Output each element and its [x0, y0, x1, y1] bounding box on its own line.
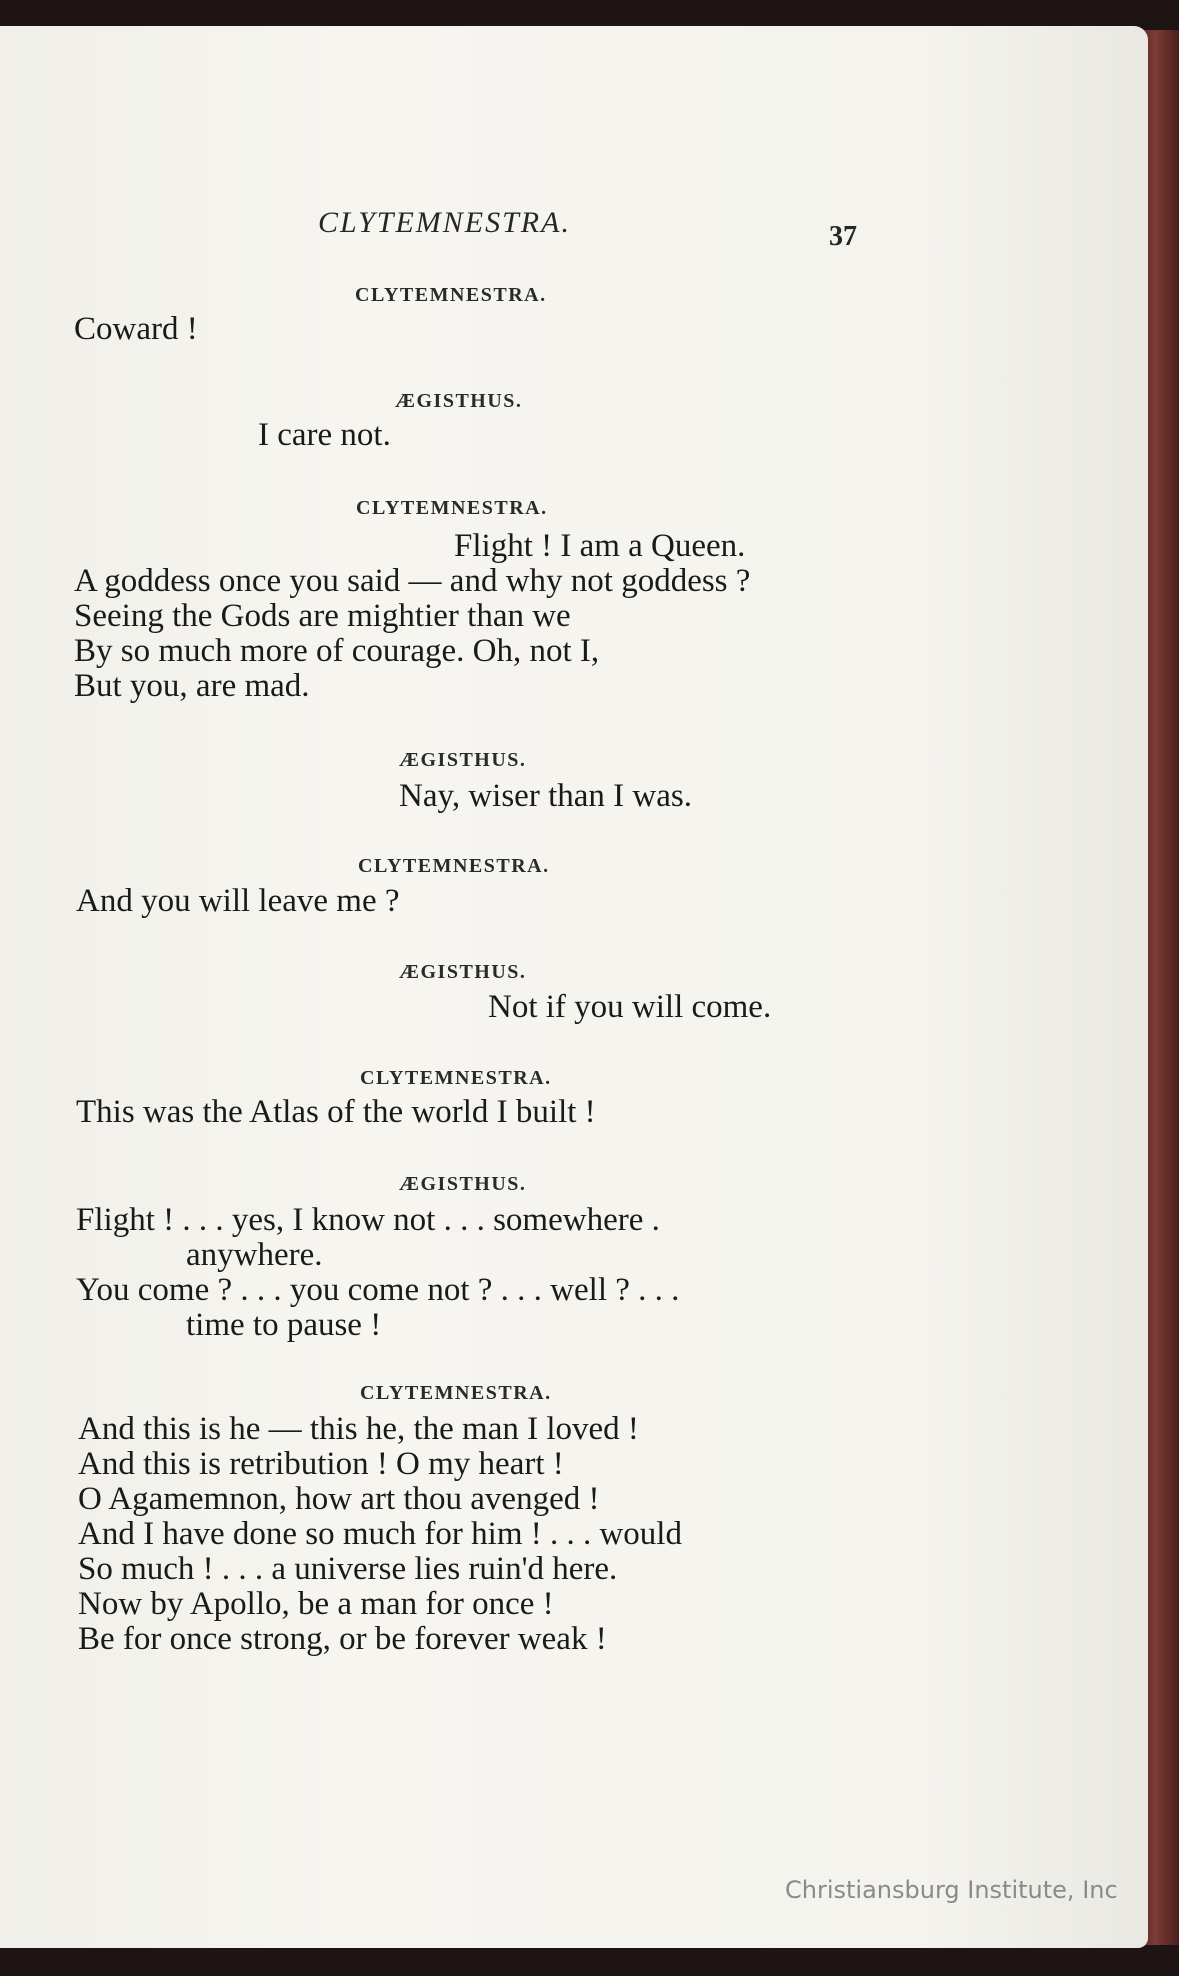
- speaker-heading: CLYTEMNESTRA.: [355, 284, 547, 306]
- verse-line: And I have done so much for him ! . . . would: [78, 1516, 682, 1552]
- speaker-heading: CLYTEMNESTRA.: [356, 497, 548, 519]
- watermark: Christiansburg Institute, Inc: [785, 1876, 1118, 1904]
- verse-line: Flight ! . . . yes, I know not . . . somewhere .: [76, 1202, 660, 1238]
- verse-line: I care not.: [258, 417, 391, 453]
- verse-line: Not if you will come.: [488, 989, 772, 1025]
- verse-line: Coward !: [74, 311, 198, 347]
- speaker-heading: CLYTEMNESTRA.: [360, 1382, 552, 1404]
- verse-line: By so much more of courage. Oh, not I,: [74, 633, 600, 669]
- verse-line: Now by Apollo, be a man for once !: [78, 1586, 554, 1622]
- speaker-heading: ÆGISTHUS.: [399, 1173, 527, 1195]
- verse-line: This was the Atlas of the world I built !: [76, 1094, 596, 1130]
- verse-line: And this is he — this he, the man I loved !: [78, 1411, 639, 1447]
- verse-line: Be for once strong, or be forever weak !: [78, 1621, 607, 1657]
- verse-line: Flight ! I am a Queen.: [454, 528, 746, 564]
- running-title: CLYTEMNESTRA.: [318, 206, 571, 239]
- verse-line: So much ! . . . a universe lies ruin'd here.: [78, 1551, 618, 1587]
- verse-line: And you will leave me ?: [76, 883, 400, 919]
- speaker-heading: CLYTEMNESTRA.: [358, 855, 550, 877]
- verse-line: A goddess once you said — and why not goddess ?: [74, 563, 751, 599]
- verse-line: Nay, wiser than I was.: [399, 778, 692, 814]
- speaker-heading: CLYTEMNESTRA.: [360, 1067, 552, 1089]
- page-number: 37: [829, 221, 857, 252]
- verse-line: But you, are mad.: [74, 668, 310, 704]
- verse-line: Seeing the Gods are mightier than we: [74, 598, 571, 634]
- verse-line: anywhere.: [186, 1237, 323, 1273]
- book-page: [0, 26, 1148, 1948]
- verse-line: You come ? . . . you come not ? . . . well ? . . .: [76, 1272, 680, 1308]
- verse-line: time to pause !: [186, 1307, 382, 1343]
- verse-line: And this is retribution ! O my heart !: [78, 1446, 564, 1482]
- speaker-heading: ÆGISTHUS.: [395, 390, 523, 412]
- speaker-heading: ÆGISTHUS.: [399, 749, 527, 771]
- speaker-heading: ÆGISTHUS.: [399, 961, 527, 983]
- verse-line: O Agamemnon, how art thou avenged !: [78, 1481, 600, 1517]
